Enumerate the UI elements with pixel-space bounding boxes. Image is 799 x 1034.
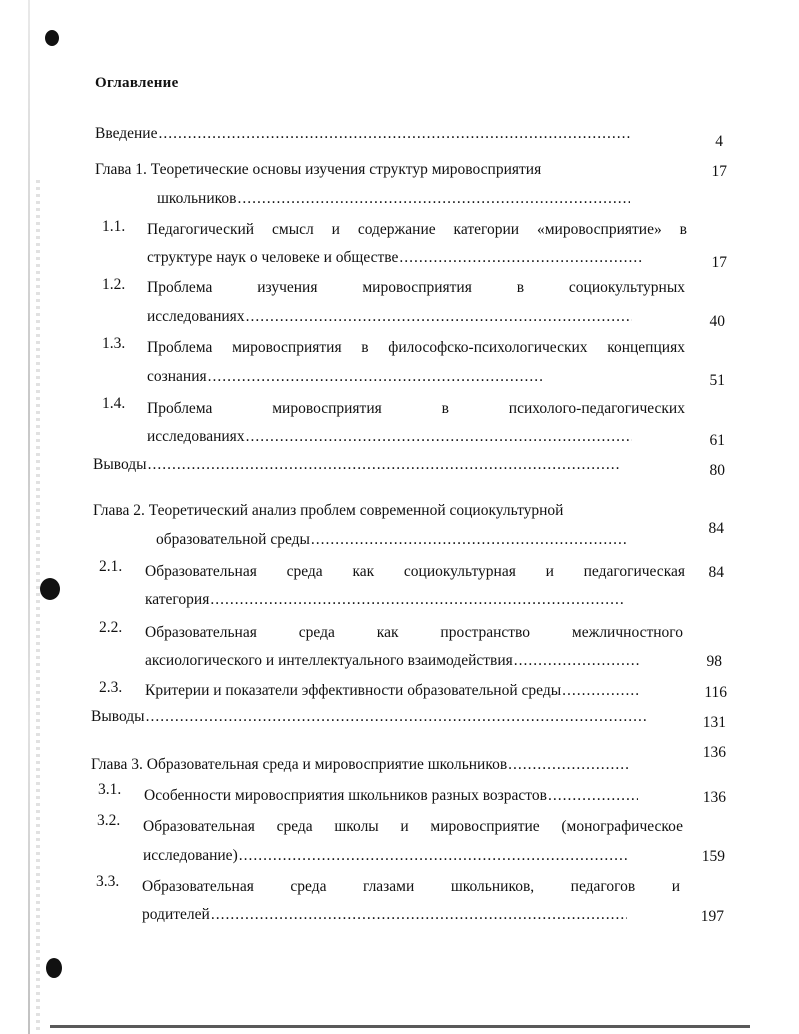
toc-section-number: 1.4. [102,395,126,412]
toc-section-1-1-line1[interactable] [147,219,687,241]
word: мировосприятия [272,400,382,417]
toc-page-number: 84 [708,564,724,581]
toc-section-3-2-line2[interactable] [143,845,628,867]
word: пространство [440,624,530,641]
toc-section-number: 3.2. [97,812,121,829]
word: в [441,400,449,417]
toc-page-number: 40 [709,313,725,330]
word: глазами [363,878,415,895]
scan-edge-noise [36,180,40,1030]
toc-entry-text: Глава 3. Образовательная среда и мировосприятие школьников [91,756,508,773]
toc-entry-intro[interactable] [95,123,630,145]
word: и [545,563,554,580]
word: школьников, [450,878,535,895]
word: среда [290,878,327,895]
toc-entry-conclusions-2[interactable] [91,706,648,728]
toc-entry-text: Глава 1. Теоретические основы изучения структур мировосприятия [95,161,542,178]
word: как [352,563,375,580]
word: педагогическая [583,563,685,580]
word: Проблема [147,400,213,417]
word: категории [453,221,520,238]
dot-leader [158,123,630,145]
word: мировосприятия [362,279,472,296]
toc-chapter-1-line2[interactable] [157,188,630,210]
toc-section-number: 2.2. [99,619,123,636]
toc-page-number: 17 [711,254,727,271]
dot-leader [239,845,628,867]
toc-chapter-2-line1[interactable] [93,500,563,522]
dot-leader [246,426,632,448]
dot-leader [562,680,640,702]
dot-leader [237,188,630,210]
toc-section-1-2-line2[interactable] [147,306,632,328]
dot-leader [399,247,642,269]
scan-edge-shadow [28,0,30,1034]
toc-entry-text: исследованиях [147,308,245,325]
toc-entry-text: структуре наук о человеке и обществе [147,249,399,266]
toc-section-1-3-line1[interactable] [147,337,685,359]
word: «мировосприятие» [536,221,662,238]
dot-leader [208,366,542,388]
word: и [400,818,409,835]
word: Образовательная [145,563,257,580]
word: среда [276,818,313,835]
toc-entry-text: Критерии и показатели эффективности образовательной среды [145,682,562,699]
dot-leader [508,754,630,776]
dot-leader [311,529,628,551]
scan-blot-bottom [46,958,62,978]
toc-entry-text: Особенности мировосприятия школьников разных возрастов [144,787,547,804]
toc-section-1-2-line1[interactable] [147,277,685,299]
word: Образовательная [143,818,255,835]
scan-blot-top [45,30,59,46]
dot-leader [146,706,648,728]
toc-section-2-2-line1[interactable] [145,622,683,644]
dot-leader [246,306,632,328]
toc-page-number: 136 [702,789,726,806]
toc-chapter-3[interactable] [91,754,630,776]
toc-section-3-1[interactable] [144,785,638,807]
toc-entry-text: исследованиях [147,428,245,445]
word: содержание [357,221,436,238]
toc-entry-text: Выводы [91,708,145,725]
toc-page-number: 80 [709,462,725,479]
word: философско-психологических [388,339,588,356]
word: Образовательная [145,624,257,641]
toc-section-number: 3.1. [98,781,122,798]
toc-entry-text: сознания [147,368,207,385]
word: педагогов [570,878,636,895]
word: мировосприятия [232,339,342,356]
toc-entry-text: Глава 2. Теоретический анализ проблем современной социокультурной [93,502,564,519]
word: Педагогический [147,221,255,238]
scan-bottom-edge [50,1025,750,1028]
word: изучения [257,279,318,296]
toc-chapter-2-line2[interactable] [156,529,628,551]
toc-page-number: 136 [702,744,726,761]
toc-page-number: 61 [709,432,725,449]
toc-page-number: 159 [701,848,725,865]
toc-entry-text: исследование) [143,847,238,864]
toc-section-number: 2.1. [99,558,123,575]
toc-chapter-1-line1[interactable] [95,159,541,181]
word: среда [298,624,335,641]
toc-section-3-3-line1[interactable] [142,876,680,898]
word: и [331,221,340,238]
toc-page-number: 116 [704,684,727,701]
toc-entry-text: Введение [95,125,158,142]
word: Проблема [147,279,213,296]
dot-leader [148,454,620,476]
toc-entry-text: категория [145,591,210,608]
word: в [516,279,525,296]
toc-entry-text: Выводы [93,456,147,473]
scan-blot-middle [40,578,60,600]
toc-page-number: 17 [711,163,727,180]
toc-page-number: 4 [715,133,723,150]
word: как [376,624,399,641]
toc-section-number: 1.1. [102,218,126,235]
word: концепциях [607,339,685,356]
toc-entry-text: аксиологического и интеллектуального взаимодействия [145,652,513,669]
word: в [361,339,369,356]
word: смысл [272,221,314,238]
toc-section-2-2-line2[interactable] [145,650,640,672]
dot-leader [548,785,638,807]
toc-title: Оглавление [95,75,179,91]
toc-page-number: 51 [709,372,725,389]
word: мировосприятие [430,818,540,835]
toc-entry-text: образовательной среды [156,531,310,548]
dot-leader [210,589,625,611]
word: психолого-педагогических [508,400,685,417]
toc-page-number: 98 [706,653,722,670]
toc-section-number: 1.3. [102,335,126,352]
toc-section-number: 2.3. [99,679,123,696]
word: в [679,221,687,238]
toc-section-1-4-line2[interactable] [147,426,632,448]
toc-page-number: 131 [702,714,726,731]
toc-page-number: 197 [700,908,724,925]
toc-page-number: 84 [708,520,724,537]
word: Проблема [147,339,213,356]
word: школы [334,818,379,835]
dot-leader [211,904,627,926]
toc-section-1-4-line1[interactable] [147,398,685,420]
toc-entry-text: школьников [157,190,237,207]
word: социокультурных [568,279,685,296]
word: (монографическое [561,818,683,835]
toc-section-2-1-line1[interactable] [145,561,685,583]
word: межличностного [571,624,683,641]
toc-section-1-1-line2[interactable] [147,247,642,269]
toc-section-2-3[interactable] [145,680,640,702]
word: и [671,878,680,895]
word: Образовательная [142,878,254,895]
toc-entry-conclusions-1[interactable] [93,454,620,476]
toc-section-3-3-line2[interactable] [142,904,627,926]
toc-section-1-3-line2[interactable] [147,366,542,388]
toc-section-number: 3.3. [96,873,120,890]
word: социокультурная [403,563,516,580]
toc-section-2-1-line2[interactable] [145,589,625,611]
word: среда [286,563,323,580]
dot-leader [514,650,640,672]
toc-entry-text: родителей [142,906,210,923]
toc-section-number: 1.2. [102,276,126,293]
toc-section-3-2-line1[interactable] [143,816,683,838]
